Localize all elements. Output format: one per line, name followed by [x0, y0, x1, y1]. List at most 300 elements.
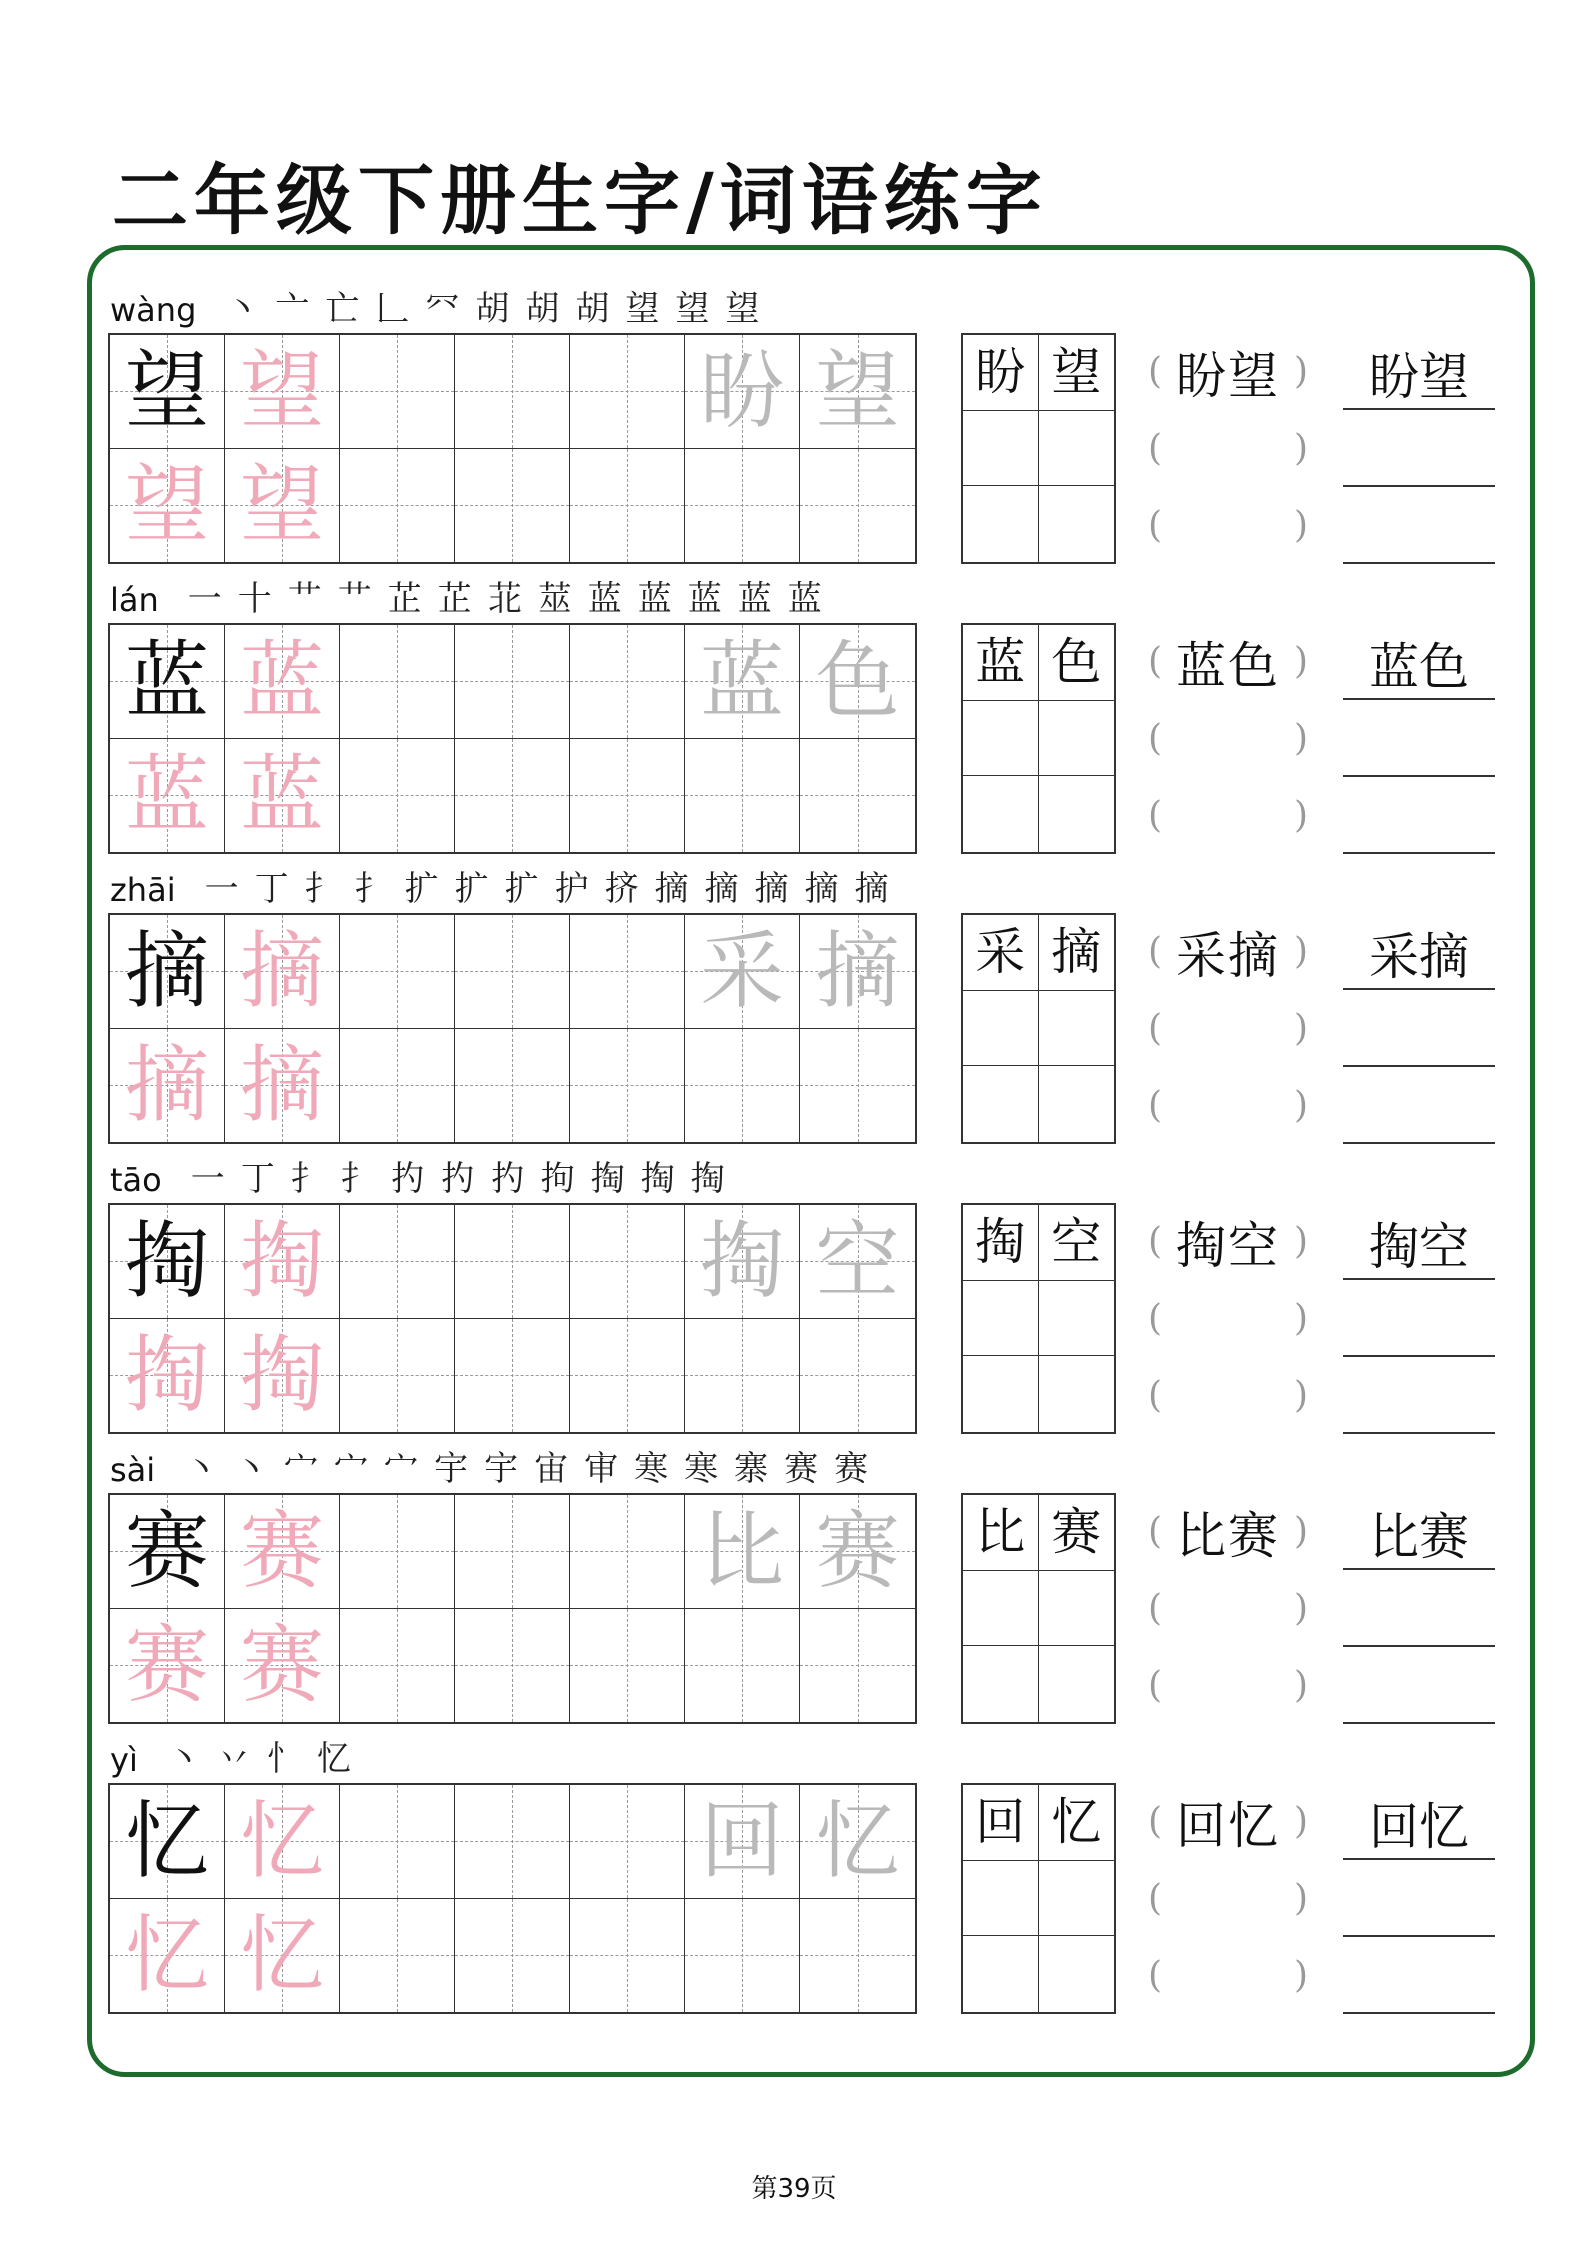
stroke-step: 摘 — [654, 869, 689, 909]
close-paren: ) — [1293, 1375, 1308, 1416]
underline-blank[interactable] — [1343, 1860, 1495, 1937]
stroke-step: 扩 — [504, 869, 539, 909]
open-paren: ( — [1148, 1221, 1163, 1262]
open-paren: ( — [1148, 718, 1163, 759]
writing-cell[interactable] — [340, 1609, 455, 1723]
stroke-step: 赛 — [784, 1449, 819, 1489]
character-glyph: 忆 — [124, 1792, 209, 1891]
trace-character[interactable] — [225, 449, 340, 563]
writing-cell[interactable] — [455, 335, 570, 449]
character-glyph: 忆 — [239, 1906, 324, 2005]
model-character[interactable] — [110, 1205, 225, 1319]
open-paren: ( — [1148, 351, 1163, 392]
parentheses-blank[interactable] — [1148, 487, 1308, 564]
stroke-step: 亠 — [275, 289, 310, 329]
stroke-step: 摘 — [704, 869, 739, 909]
close-paren: ) — [1293, 1588, 1308, 1629]
word-box-blank[interactable] — [1039, 776, 1115, 852]
stroke-step: 蓝 — [787, 579, 822, 619]
tianzige-grid — [108, 1203, 917, 1434]
word-box-character: 忆 — [1039, 1785, 1115, 1861]
writing-cell[interactable] — [455, 625, 570, 739]
underline-column — [1343, 623, 1495, 854]
word-box-grid — [961, 1783, 1116, 2014]
stroke-step: 忆 — [316, 1739, 351, 1779]
writing-cell[interactable] — [455, 739, 570, 853]
word-box-blank[interactable] — [1039, 991, 1115, 1067]
close-paren: ) — [1293, 718, 1308, 759]
trace-character[interactable] — [225, 915, 340, 1029]
stroke-step: 亡 — [325, 289, 360, 329]
word-trace-character[interactable] — [800, 625, 915, 739]
stroke-step: 望 — [675, 289, 710, 329]
close-paren: ) — [1293, 641, 1308, 682]
character-glyph: 蓝 — [239, 632, 324, 731]
word-box-blank[interactable] — [1039, 1646, 1115, 1722]
writing-cell[interactable] — [455, 449, 570, 563]
stroke-step: 丁 — [254, 869, 289, 909]
open-paren: ( — [1148, 1801, 1163, 1842]
stroke-step: 丶 — [234, 1449, 269, 1489]
parentheses-column — [1148, 623, 1308, 854]
word-box-blank[interactable] — [1039, 1571, 1115, 1647]
word-box-grid — [961, 333, 1116, 564]
stroke-step: 蓝 — [737, 579, 772, 619]
underline-blank[interactable] — [1343, 700, 1495, 777]
writing-cell[interactable] — [570, 625, 685, 739]
close-paren: ) — [1293, 1298, 1308, 1339]
underline-blank[interactable] — [1343, 410, 1495, 487]
parentheses-column — [1148, 1493, 1308, 1724]
character-glyph: 色 — [815, 632, 900, 731]
writing-cell[interactable] — [455, 1899, 570, 2013]
parentheses-blank[interactable] — [1148, 1860, 1308, 1937]
stroke-step: 寒 — [634, 1449, 669, 1489]
trace-character[interactable] — [110, 1029, 225, 1143]
stroke-step: 宀 — [334, 1449, 369, 1489]
close-paren: ) — [1293, 1008, 1308, 1049]
word-trace-character[interactable] — [800, 915, 915, 1029]
tianzige-grid — [108, 623, 917, 854]
word-trace-character[interactable] — [800, 1205, 915, 1319]
word-box-blank[interactable] — [1039, 1936, 1115, 2012]
word-box-grid — [961, 1203, 1116, 1434]
writing-cell[interactable] — [455, 1205, 570, 1319]
model-character[interactable] — [110, 335, 225, 449]
character-glyph: 赛 — [124, 1502, 209, 1601]
character-glyph: 望 — [239, 456, 324, 555]
stroke-order-line — [110, 278, 774, 329]
stroke-step: 丶 — [225, 289, 260, 329]
close-paren: ) — [1293, 428, 1308, 469]
stroke-order-line — [110, 1148, 740, 1199]
stroke-step: 望 — [725, 289, 760, 329]
character-glyph: 蓝 — [239, 746, 324, 845]
writing-cell[interactable] — [340, 915, 455, 1029]
trace-character[interactable] — [225, 1785, 340, 1899]
character-glyph: 采 — [699, 922, 784, 1021]
word-box-blank[interactable] — [963, 701, 1039, 777]
character-glyph: 蓝 — [699, 632, 784, 731]
writing-cell[interactable] — [340, 449, 455, 563]
writing-cell[interactable] — [570, 1029, 685, 1143]
writing-cell[interactable] — [340, 1495, 455, 1609]
stroke-step: 摘 — [854, 869, 889, 909]
writing-cell[interactable] — [340, 739, 455, 853]
writing-cell[interactable] — [455, 1609, 570, 1723]
paren-word-text: 盼望 — [1176, 346, 1280, 405]
parentheses-blank[interactable] — [1148, 990, 1308, 1067]
open-paren: ( — [1148, 1955, 1163, 1996]
underline-blank[interactable] — [1343, 1647, 1495, 1724]
stroke-step: 扩 — [454, 869, 489, 909]
writing-cell[interactable] — [340, 1785, 455, 1899]
writing-cell[interactable] — [685, 1899, 800, 2013]
pinyin-label: wàng — [110, 291, 197, 329]
character-practice-row — [0, 278, 1588, 568]
stroke-step: 十 — [237, 579, 272, 619]
model-character[interactable] — [110, 625, 225, 739]
stroke-step: 挤 — [604, 869, 639, 909]
stroke-step: 丁 — [240, 1159, 275, 1199]
character-glyph: 蓝 — [124, 632, 209, 731]
trace-character[interactable] — [110, 1609, 225, 1723]
close-paren: ) — [1293, 1665, 1308, 1706]
writing-cell[interactable] — [455, 915, 570, 1029]
close-paren: ) — [1293, 1511, 1308, 1552]
character-glyph: 赛 — [815, 1502, 900, 1601]
stroke-step: 扩 — [404, 869, 439, 909]
stroke-step: 掏 — [640, 1159, 675, 1199]
model-character[interactable] — [110, 915, 225, 1029]
pinyin-label: sài — [110, 1451, 156, 1489]
stroke-step: 扚 — [440, 1159, 475, 1199]
word-box-blank[interactable] — [963, 776, 1039, 852]
parentheses-blank[interactable] — [1148, 1647, 1308, 1724]
parentheses-blank[interactable] — [1148, 1570, 1308, 1647]
parentheses-blank[interactable] — [1148, 777, 1308, 854]
writing-cell[interactable] — [685, 1609, 800, 1723]
underline-blank[interactable] — [1343, 990, 1495, 1067]
close-paren: ) — [1293, 1085, 1308, 1126]
word-box-character: 望 — [1039, 335, 1115, 411]
stroke-step: 扌 — [354, 869, 389, 909]
parentheses-blank[interactable] — [1148, 1937, 1308, 2014]
word-box-character: 摘 — [1039, 915, 1115, 991]
writing-cell[interactable] — [570, 335, 685, 449]
paren-word-text: 蓝色 — [1176, 636, 1280, 695]
character-glyph: 掏 — [239, 1326, 324, 1425]
word-box-blank[interactable] — [1039, 411, 1115, 487]
model-character[interactable] — [110, 1495, 225, 1609]
writing-cell[interactable] — [340, 625, 455, 739]
writing-cell[interactable] — [570, 1495, 685, 1609]
stroke-step: 扌 — [340, 1159, 375, 1199]
word-box-blank[interactable] — [963, 1066, 1039, 1142]
writing-cell[interactable] — [685, 1319, 800, 1433]
character-glyph: 盼 — [699, 342, 784, 441]
character-practice-row — [0, 1148, 1588, 1438]
close-paren: ) — [1293, 931, 1308, 972]
trace-character[interactable] — [225, 1495, 340, 1609]
character-glyph: 回 — [699, 1792, 784, 1891]
word-trace-character[interactable] — [685, 1205, 800, 1319]
stroke-step: 宙 — [534, 1449, 569, 1489]
underline-blank[interactable] — [1343, 487, 1495, 564]
writing-cell[interactable] — [455, 1495, 570, 1609]
writing-cell[interactable] — [570, 1899, 685, 2013]
stroke-step: 胡 — [475, 289, 510, 329]
word-box-blank[interactable] — [1039, 1861, 1115, 1937]
word-box-blank[interactable] — [963, 1281, 1039, 1357]
model-character[interactable] — [110, 1785, 225, 1899]
open-paren: ( — [1148, 505, 1163, 546]
word-box-blank[interactable] — [963, 1936, 1039, 2012]
word-box-blank[interactable] — [1039, 1281, 1115, 1357]
paren-word-text: 回忆 — [1176, 1796, 1280, 1855]
writing-cell[interactable] — [340, 1205, 455, 1319]
word-trace-character[interactable] — [685, 1785, 800, 1899]
stroke-step: 扌 — [290, 1159, 325, 1199]
page-number: 第39页 — [751, 2174, 837, 2204]
parentheses-blank[interactable] — [1148, 1280, 1308, 1357]
trace-character[interactable] — [110, 1319, 225, 1433]
stroke-step: 一 — [190, 1159, 225, 1199]
writing-cell[interactable] — [570, 915, 685, 1029]
writing-cell[interactable] — [570, 1609, 685, 1723]
word-trace-character[interactable] — [800, 1495, 915, 1609]
stroke-step: 胡 — [525, 289, 560, 329]
word-box-grid — [961, 1493, 1116, 1724]
character-practice-row — [0, 858, 1588, 1148]
open-paren: ( — [1148, 428, 1163, 469]
writing-cell[interactable] — [685, 449, 800, 563]
stroke-step: 摘 — [754, 869, 789, 909]
writing-cell[interactable] — [455, 1319, 570, 1433]
word-box-blank[interactable] — [963, 1861, 1039, 1937]
underline-blank[interactable] — [1343, 777, 1495, 854]
stroke-step: 㓁 — [425, 289, 460, 329]
stroke-step: 苝 — [487, 579, 522, 619]
open-paren: ( — [1148, 1298, 1163, 1339]
stroke-step: 寨 — [734, 1449, 769, 1489]
trace-character[interactable] — [225, 1899, 340, 2013]
writing-cell[interactable] — [685, 739, 800, 853]
stroke-step: 𠃊 — [375, 289, 410, 329]
trace-character[interactable] — [110, 1899, 225, 2013]
writing-cell[interactable] — [800, 739, 915, 853]
character-glyph: 蓝 — [124, 746, 209, 845]
character-glyph: 摘 — [239, 1036, 324, 1135]
writing-cell[interactable] — [455, 1029, 570, 1143]
stroke-step: 审 — [584, 1449, 619, 1489]
tianzige-grid — [108, 913, 917, 1144]
stroke-step: 丶 — [166, 1739, 201, 1779]
trace-character[interactable] — [225, 335, 340, 449]
word-box-blank[interactable] — [1039, 1356, 1115, 1432]
trace-character[interactable] — [110, 739, 225, 853]
word-box-character: 掏 — [963, 1205, 1039, 1281]
word-trace-character[interactable] — [685, 335, 800, 449]
close-paren: ) — [1293, 505, 1308, 546]
character-glyph: 掏 — [124, 1326, 209, 1425]
pinyin-label: yì — [110, 1741, 138, 1779]
trace-character[interactable] — [225, 625, 340, 739]
stroke-step: 忄 — [266, 1739, 301, 1779]
open-paren: ( — [1148, 641, 1163, 682]
stroke-order-line — [110, 568, 837, 619]
writing-cell[interactable] — [570, 739, 685, 853]
word-box-blank[interactable] — [963, 1571, 1039, 1647]
word-box-character: 盼 — [963, 335, 1039, 411]
close-paren: ) — [1293, 1801, 1308, 1842]
character-glyph: 忆 — [815, 1792, 900, 1891]
writing-cell[interactable] — [570, 1205, 685, 1319]
paren-word-text: 采摘 — [1176, 926, 1280, 985]
word-box-blank[interactable] — [963, 991, 1039, 1067]
open-paren: ( — [1148, 1878, 1163, 1919]
underline-column — [1343, 333, 1495, 564]
trace-character[interactable] — [110, 449, 225, 563]
stroke-step: 丶 — [184, 1449, 219, 1489]
writing-cell[interactable] — [800, 1029, 915, 1143]
trace-character[interactable] — [225, 1319, 340, 1433]
word-trace-character[interactable] — [800, 1785, 915, 1899]
stroke-step: 一 — [187, 579, 222, 619]
stroke-step: 艹 — [287, 579, 322, 619]
word-box-blank[interactable] — [963, 486, 1039, 562]
writing-cell[interactable] — [800, 1609, 915, 1723]
parentheses-blank[interactable] — [1148, 410, 1308, 487]
trace-character[interactable] — [225, 1205, 340, 1319]
close-paren: ) — [1293, 1221, 1308, 1262]
character-glyph: 望 — [815, 342, 900, 441]
word-trace-character[interactable] — [685, 625, 800, 739]
word-box-character: 蓝 — [963, 625, 1039, 701]
character-glyph: 摘 — [124, 1036, 209, 1135]
stroke-step: 芷 — [437, 579, 472, 619]
paren-word-text: 掏空 — [1176, 1216, 1280, 1275]
writing-cell[interactable] — [340, 1899, 455, 2013]
stroke-step: 望 — [625, 289, 660, 329]
stroke-step: 宇 — [484, 1449, 519, 1489]
trace-character[interactable] — [225, 1609, 340, 1723]
writing-cell[interactable] — [340, 1029, 455, 1143]
parentheses-word — [1148, 333, 1308, 410]
stroke-step: 赛 — [834, 1449, 869, 1489]
word-box-character: 采 — [963, 915, 1039, 991]
writing-cell[interactable] — [570, 1319, 685, 1433]
writing-cell[interactable] — [685, 1029, 800, 1143]
underline-blank[interactable] — [1343, 1067, 1495, 1144]
stroke-step: 掏 — [590, 1159, 625, 1199]
parentheses-blank[interactable] — [1148, 1067, 1308, 1144]
writing-cell[interactable] — [340, 335, 455, 449]
character-glyph: 赛 — [239, 1616, 324, 1715]
parentheses-blank[interactable] — [1148, 700, 1308, 777]
word-box-blank[interactable] — [963, 1646, 1039, 1722]
stroke-step: 一 — [204, 869, 239, 909]
writing-cell[interactable] — [800, 1319, 915, 1433]
word-box-blank[interactable] — [1039, 486, 1115, 562]
stroke-step: 摘 — [804, 869, 839, 909]
word-box-character: 回 — [963, 1785, 1039, 1861]
character-glyph: 忆 — [124, 1906, 209, 2005]
close-paren: ) — [1293, 795, 1308, 836]
character-practice-row — [0, 1728, 1588, 2018]
stroke-step: 艹 — [337, 579, 372, 619]
word-trace-character[interactable] — [685, 915, 800, 1029]
word-box-blank[interactable] — [963, 411, 1039, 487]
trace-character[interactable] — [225, 739, 340, 853]
stroke-step: 寒 — [684, 1449, 719, 1489]
word-box-blank[interactable] — [1039, 701, 1115, 777]
word-box-character: 色 — [1039, 625, 1115, 701]
character-glyph: 赛 — [124, 1616, 209, 1715]
underline-word: 回忆 — [1343, 1783, 1495, 1860]
close-paren: ) — [1293, 351, 1308, 392]
tianzige-grid — [108, 1783, 917, 2014]
character-glyph: 摘 — [124, 922, 209, 1021]
word-box-character: 比 — [963, 1495, 1039, 1571]
underline-blank[interactable] — [1343, 1357, 1495, 1434]
word-trace-character[interactable] — [685, 1495, 800, 1609]
page-title: 二年级下册生字/词语练字 — [112, 156, 1048, 245]
writing-cell[interactable] — [570, 1785, 685, 1899]
character-glyph: 望 — [239, 342, 324, 441]
pinyin-label: zhāi — [110, 871, 176, 909]
character-glyph: 空 — [815, 1212, 900, 1311]
underline-blank[interactable] — [1343, 1937, 1495, 2014]
character-glyph: 掏 — [239, 1212, 324, 1311]
underline-blank[interactable] — [1343, 1280, 1495, 1357]
parentheses-word — [1148, 623, 1308, 700]
open-paren: ( — [1148, 795, 1163, 836]
writing-cell[interactable] — [455, 1785, 570, 1899]
parentheses-column — [1148, 1203, 1308, 1434]
parentheses-word — [1148, 1203, 1308, 1280]
stroke-step: 蓝 — [687, 579, 722, 619]
underline-blank[interactable] — [1343, 1570, 1495, 1647]
word-box-blank[interactable] — [1039, 1066, 1115, 1142]
underline-word: 采摘 — [1343, 913, 1495, 990]
trace-character[interactable] — [225, 1029, 340, 1143]
stroke-step: 蓝 — [637, 579, 672, 619]
writing-cell[interactable] — [800, 449, 915, 563]
parentheses-word — [1148, 1493, 1308, 1570]
underline-column — [1343, 1493, 1495, 1724]
stroke-step: 宀 — [384, 1449, 419, 1489]
writing-cell[interactable] — [800, 1899, 915, 2013]
word-box-grid — [961, 623, 1116, 854]
stroke-step: 拘 — [540, 1159, 575, 1199]
parentheses-blank[interactable] — [1148, 1357, 1308, 1434]
writing-cell[interactable] — [570, 449, 685, 563]
tianzige-grid — [108, 1493, 917, 1724]
character-practice-row — [0, 1438, 1588, 1728]
stroke-step: 扚 — [390, 1159, 425, 1199]
close-paren: ) — [1293, 1878, 1308, 1919]
word-trace-character[interactable] — [800, 335, 915, 449]
writing-cell[interactable] — [340, 1319, 455, 1433]
parentheses-column — [1148, 333, 1308, 564]
character-practice-row — [0, 568, 1588, 858]
word-box-blank[interactable] — [963, 1356, 1039, 1432]
character-glyph: 摘 — [815, 922, 900, 1021]
stroke-order-line — [110, 858, 904, 909]
character-glyph: 望 — [124, 342, 209, 441]
stroke-step: 宇 — [434, 1449, 469, 1489]
